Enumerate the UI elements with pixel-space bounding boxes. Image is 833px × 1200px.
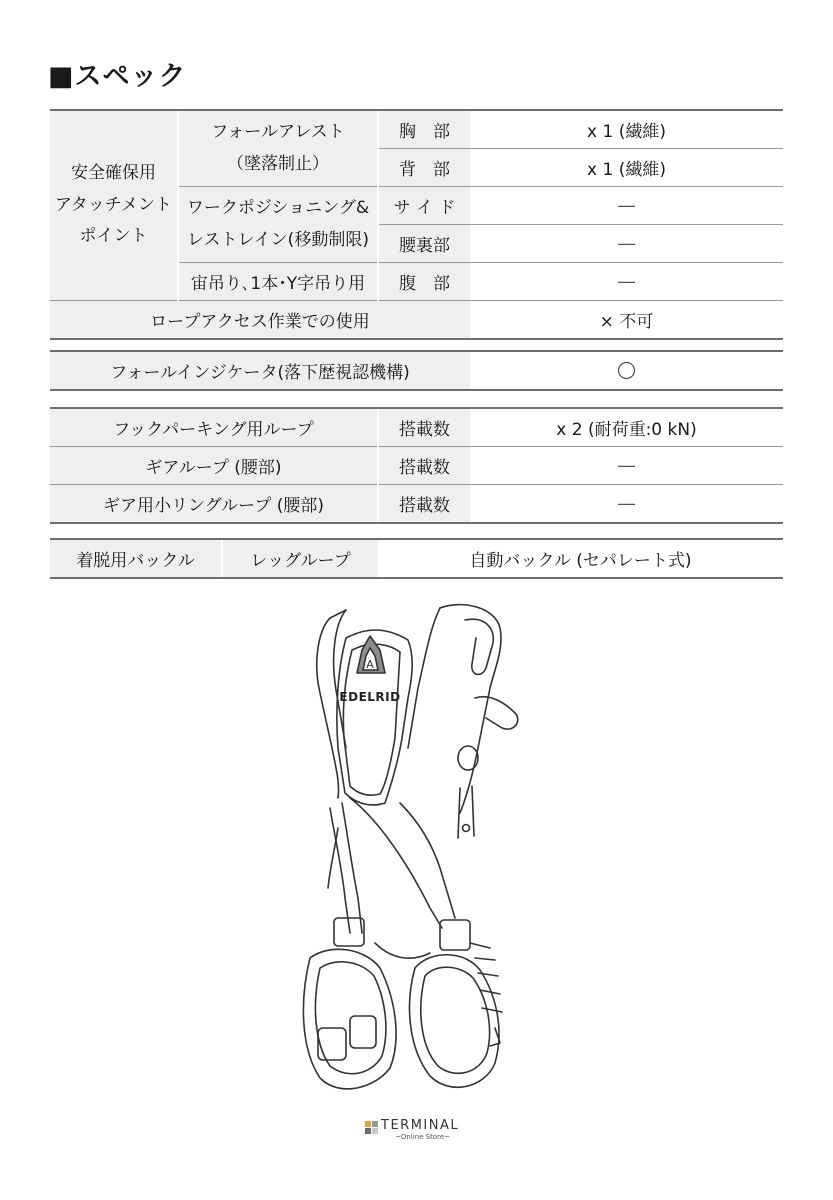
buckle-label: 着脱用バックル: [50, 539, 222, 578]
attachment-points-label: 安全確保用 アタッチメント ポイント: [50, 110, 178, 301]
rope-access-value: × 不可: [470, 301, 783, 340]
fall-indicator-table: [50, 350, 783, 391]
suspension-label: 宙吊り､1本･Y字吊り用: [178, 263, 378, 301]
page-title: ■スペック: [48, 61, 187, 92]
chest-value: x 1 (繊維): [470, 110, 783, 149]
table-row: [50, 408, 783, 447]
count-label: 搭載数: [378, 485, 470, 524]
gear-loop-value: ―: [470, 447, 783, 485]
table-row: [50, 110, 783, 149]
side-value: ―: [470, 187, 783, 225]
harness-illustration: [290, 598, 530, 1108]
fall-indicator-label: フォールインジケータ(落下歴視認機構): [50, 351, 470, 390]
gear-loop-label: ギアループ (腰部): [50, 447, 378, 485]
logo-subtitle: ~Online Store~: [395, 1133, 451, 1141]
logo-name: TERMINAL: [381, 1118, 460, 1133]
side-label: サ イ ド: [378, 187, 470, 225]
rope-access-label: ロープアクセス作業での使用: [50, 301, 470, 340]
chest-label: 胸 部: [378, 110, 470, 149]
table-row: [50, 447, 783, 485]
hook-parking-loop-label: フックパーキング用ループ: [50, 408, 378, 447]
buckle-value: 自動バックル (セパレート式): [378, 539, 783, 578]
table-row: [50, 485, 783, 524]
back-label: 背 部: [378, 149, 470, 187]
circle-mark-icon: [618, 362, 635, 379]
logo-mark-icon: [365, 1121, 379, 1135]
count-label: 搭載数: [378, 408, 470, 447]
svg-text:A: A: [366, 658, 374, 671]
attachment-spec-table: [50, 109, 783, 340]
abdomen-value: ―: [470, 263, 783, 301]
back-value: x 1 (繊維): [470, 149, 783, 187]
loops-table: [50, 407, 783, 524]
leg-loop-label: レッグループ: [222, 539, 378, 578]
gear-ring-loop-value: ―: [470, 485, 783, 524]
fall-arrest-label: フォールアレスト （墜落制止）: [178, 110, 378, 187]
gear-ring-loop-label: ギア用小リングループ (腰部): [50, 485, 378, 524]
hook-parking-loop-value: x 2 (耐荷重:0 kN): [470, 408, 783, 447]
waist-back-label: 腰裏部: [378, 225, 470, 263]
count-label: 搭載数: [378, 447, 470, 485]
fall-indicator-value: [470, 351, 783, 390]
work-positioning-label: ワークポジショニング& レストレイン(移動制限): [178, 187, 378, 263]
brand-text: EDELRID: [339, 690, 401, 704]
abdomen-label: 腹 部: [378, 263, 470, 301]
table-row: [50, 301, 783, 340]
table-row: [50, 539, 783, 578]
table-row: [50, 351, 783, 390]
buckle-table: [50, 538, 783, 579]
terminal-logo: [365, 1118, 475, 1144]
waist-back-value: ―: [470, 225, 783, 263]
